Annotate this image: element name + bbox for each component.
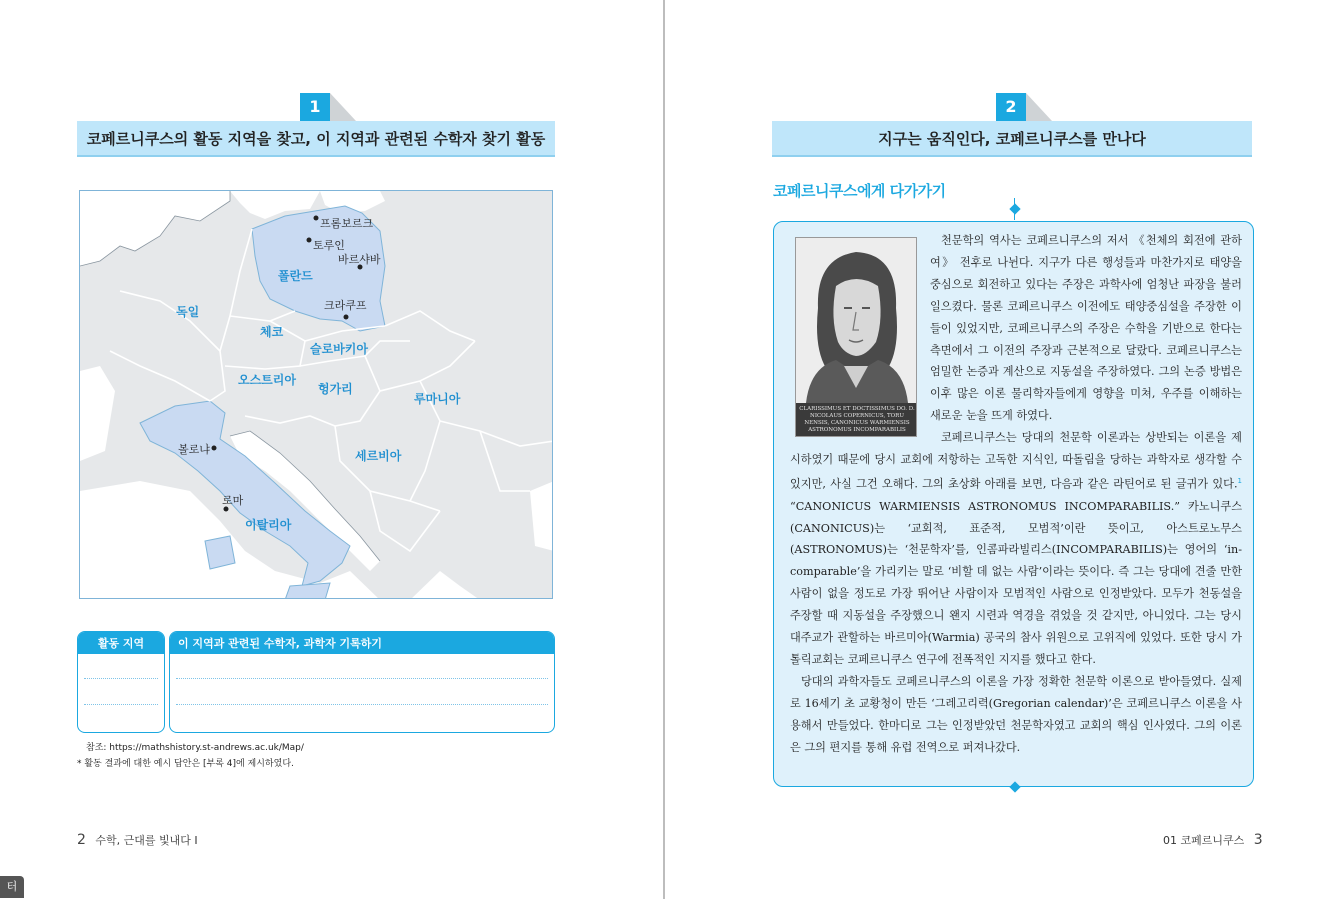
reference-note: 참조: https://mathshistory.st-andrews.ac.uk/Map/ — [86, 743, 304, 753]
map-label-italy: 이탈리아 — [245, 518, 292, 532]
paragraph-text: “CANONICUS WARMIENSIS ASTRONOMUS INCOMPARABILIS.” 카노니쿠스(CANONICUS)는 ‘교회적, 표준적, 모범적’이란 뜻이고, 아스트로노무스(ASTRONOMUS)는 ‘천문학자’를, 인콤파라빌리스(INCOMPARABILIS)는 영어의 ‘in-comparable’을 가리키는 말로 ‘비할 데 없는 사람’이라는 뜻이다. 즉 그는 당대에 견줄 만한 사람이 없을 정도로 가장 뛰어난 사람이자 모범적인 사람으로 인정받았다. 모두가 천동설을 주장할 때 지동설을 주장했으니 왠지 시련과 역경을 겪었을 것 같지만, 아니었다. 그는 당시 대주교가 관할하는 바르미아(Warmia) 공국의 참사 위원으로 고위직에 있었다. 또한 당시 가톨릭교회는 코페르니쿠스 연구에 전폭적인 지지를 했다고 한다. — [790, 499, 1242, 666]
map-label-hungary: 헝가리 — [318, 382, 353, 396]
activity-region-column — [77, 631, 165, 733]
write-line — [176, 704, 548, 705]
map-label-slovakia: 슬로바키아 — [310, 342, 368, 356]
map-label-austria: 오스트리아 — [238, 373, 296, 387]
book-spine — [663, 0, 665, 899]
running-title-left: 수학, 근대를 빛내다 Ⅰ — [95, 834, 198, 847]
reading-text — [790, 230, 1242, 758]
activity-region-header: 활동 지역 — [78, 632, 164, 654]
map-city-rome: 로마 — [222, 494, 244, 507]
left-footer — [77, 832, 198, 848]
chapter-number-badge: 2 — [996, 93, 1026, 121]
map-label-czech: 체코 — [260, 325, 284, 339]
map-city-bologna: 볼로냐 — [178, 443, 210, 456]
map-label-romania: 루마니아 — [414, 392, 461, 406]
map-city-torun: 토루인 — [313, 239, 345, 252]
write-line — [84, 704, 158, 705]
badge-fold-decoration — [1026, 93, 1052, 121]
portrait-caption: CLARISSIMUS ET DOCTISSIMUS DO. D. NICOLAUS COPERNICUS, TORU NENSIS, CANONICUS WARMIENSIS ASTRONOMUS INCOMPARABILIS — [799, 406, 915, 433]
page-number-left: 2 — [77, 832, 86, 848]
write-line — [84, 678, 158, 679]
map-city-frombork: 프롬보르크 — [320, 217, 374, 230]
paragraph-text: 코페르니쿠스는 당대의 천문학 이론과는 상반되는 이론을 제시하였기 때문에 당시 교회에 저항하는 고독한 지식인, 따돌림을 당하는 과학자로 생각할 수 있지만, 사실 그건 오해다. 그의 초상화 아래를 보면, 다음과 같은 라틴어로 된 글귀가 있다. — [790, 431, 1242, 491]
portrait-space — [790, 230, 930, 447]
answer-note: * 활동 결과에 대한 예시 답안은 [부록 4]에 제시하였다. — [77, 759, 294, 769]
map-city-krakow: 크라쿠프 — [324, 299, 367, 312]
chapter-title: 지구는 움직인다, 코페르니쿠스를 만나다 — [772, 121, 1252, 157]
write-line — [176, 678, 548, 679]
paragraph — [790, 427, 1242, 671]
map-label-poland: 폴란드 — [278, 269, 313, 283]
map-city-warsaw: 바르샤바 — [338, 253, 381, 266]
chapter-title: 코페르니쿠스의 활동 지역을 찾고, 이 지역과 관련된 수학자 찾기 활동 — [77, 121, 555, 157]
page-number-right: 3 — [1253, 832, 1263, 848]
paragraph: 당대의 과학자들도 코페르니쿠스의 이론을 가장 정확한 천문학 이론으로 받아들였다. 실제로 16세기 초 교황청이 만든 ‘그레고리력(Gregorian calendar)’은 코페르니쿠스 이론을 사용해서 만들었다. 한마디로 그는 인정받았던 천문학자였고 교회의 핵심 인사였다. 그의 이론은 그의 편지를 통해 유럽 전역으로 퍼져나갔다. — [790, 674, 1242, 754]
map-label-germany: 독일 — [176, 305, 200, 319]
footnote-marker: 1 — [1237, 476, 1242, 485]
badge-fold-decoration — [330, 93, 356, 121]
chapter-number-badge: 1 — [300, 93, 330, 121]
map-label-serbia: 세르비아 — [355, 449, 402, 463]
right-footer — [1163, 832, 1263, 848]
activity-record-column — [169, 631, 555, 733]
running-title-right: 01 코페르니쿠스 — [1163, 834, 1245, 847]
section-title: 코페르니쿠스에게 다가가기 — [773, 182, 946, 200]
diamond-ornament-icon — [1009, 203, 1020, 214]
activity-record-header: 이 지역과 관련된 수학자, 과학자 기록하기 — [170, 632, 554, 654]
europe-map — [79, 190, 553, 599]
paragraph: 천문학의 역사는 코페르니쿠스의 저서 《천체의 회전에 관하여》 전후로 나뉜다. 지구가 다른 행성들과 마찬가지로 태양을 중심으로 회전하고 있다는 주장은 과학사에 엄청난 파장을 불러일으켰다. 물론 코페르니쿠스 이전에도 태양중심설을 주장한 이들이 있었지만, 코페르니쿠스의 주장은 수학을 기반으로 한다는 측면에서 그 이전의 주장과 근본적으로 달랐다. 코페르니쿠스는 엄밀한 논증과 계산으로 지동설을 주장하였다. 그의 논증 방법은 이후 많은 이론 물리학자들에게 영향을 미쳐, 우주를 이해하는 새로운 눈을 뜨게 하였다. — [930, 234, 1242, 423]
corner-tab[interactable]: 터 — [0, 876, 24, 898]
